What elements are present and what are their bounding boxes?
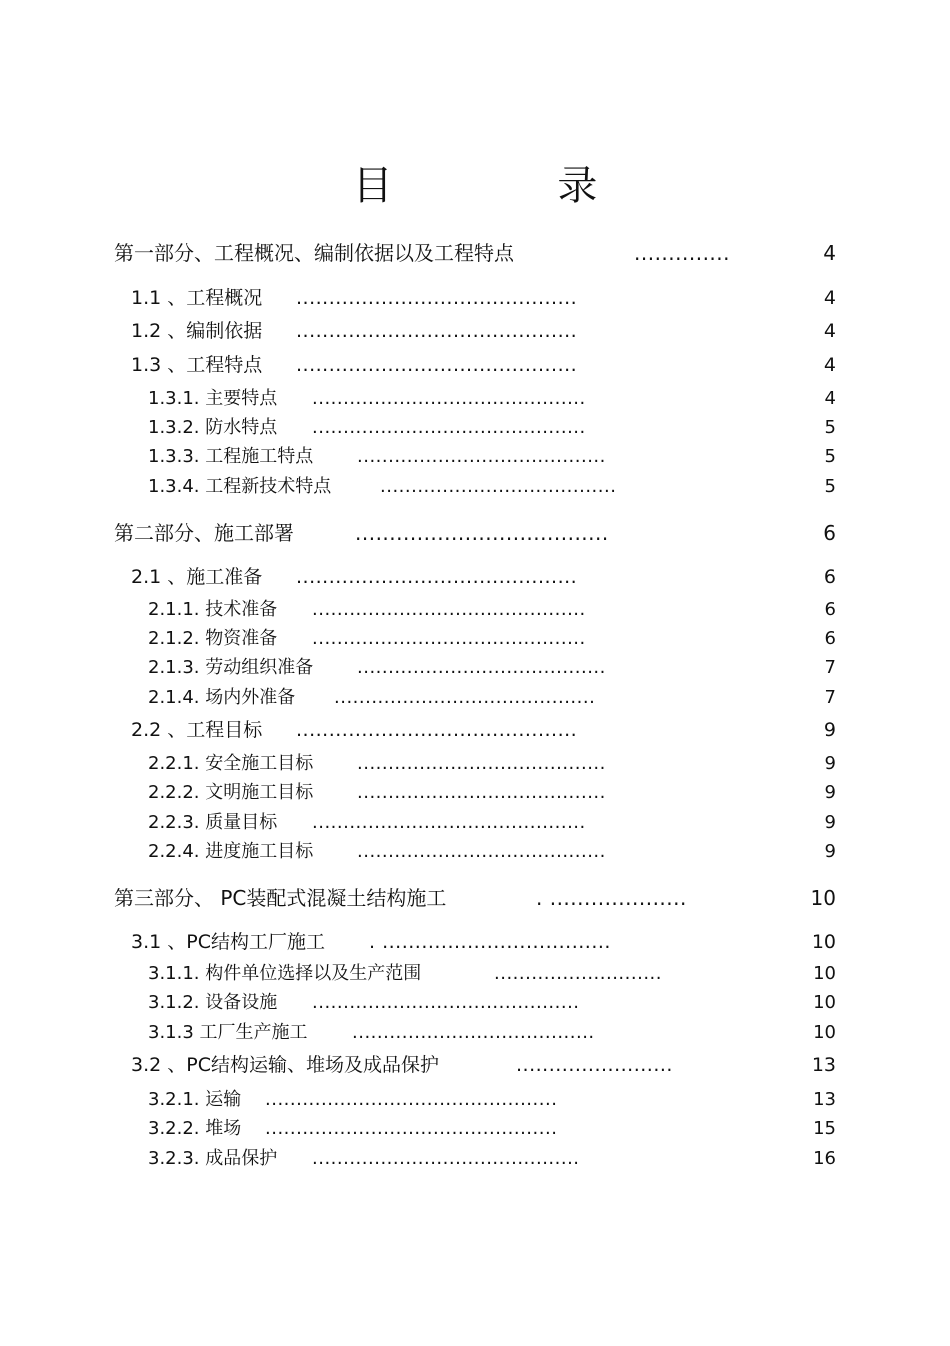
toc-entry-title: 2.1.1. 技术准备 (148, 599, 278, 620)
toc-entry-leader: ............................................... (265, 1089, 558, 1110)
toc-entry[interactable] (0, 562, 950, 592)
toc-entry-title: 第三部分、 PC装配式混凝土结构施工 (114, 886, 447, 910)
toc-entry-page: 13 (811, 1054, 836, 1076)
toc-entry[interactable] (0, 413, 950, 443)
toc-entry-page: 6 (823, 521, 836, 545)
toc-entry-title: 3.1.1. 构件单位选择以及生产范围 (148, 963, 422, 984)
toc-entry-title: 1.1 、工程概况 (131, 287, 263, 309)
toc-entry-leader: ............................................ (312, 417, 586, 438)
toc-entry-title: 3.1.3 工厂生产施工 (148, 1022, 308, 1043)
toc-entry-title: 3.2.3. 成品保护 (148, 1148, 278, 1169)
toc-entry-leader: ........................................... (296, 566, 578, 588)
toc-entry-page: 7 (824, 657, 836, 678)
toc-entry-title: 1.3.3. 工程施工特点 (148, 446, 314, 467)
toc-entry[interactable] (0, 653, 950, 683)
toc-entry-leader: ........................................... (296, 719, 578, 741)
toc-entry-page: 4 (823, 354, 836, 376)
toc-entry-page: 13 (813, 1089, 836, 1110)
toc-entry[interactable] (0, 1144, 950, 1174)
toc-entry-leader: ............................................ (312, 628, 586, 649)
toc-entry-page: 7 (824, 687, 836, 708)
toc-entry-title: 1.3.2. 防水特点 (148, 417, 278, 438)
toc-entry-leader: ........................................ (357, 782, 606, 803)
toc-entry-leader: ........................................... (312, 992, 580, 1013)
toc-entry-title: 3.2.1. 运输 (148, 1089, 242, 1110)
toc-entry[interactable] (0, 518, 950, 548)
toc-entry[interactable] (0, 442, 950, 472)
toc-entry-page: 9 (823, 719, 836, 741)
toc-entry-leader: ............................................ (312, 812, 586, 833)
toc-entry-page: 9 (824, 812, 836, 833)
toc-entry[interactable] (0, 472, 950, 502)
toc-entry[interactable] (0, 384, 950, 414)
toc-entry[interactable] (0, 238, 950, 268)
toc-entry-page: 9 (824, 782, 836, 803)
toc-entry-title: 2.2.4. 进度施工目标 (148, 841, 314, 862)
toc-entry[interactable] (0, 316, 950, 346)
toc-entry[interactable] (0, 1018, 950, 1048)
toc-entry-title: 2.1.2. 物资准备 (148, 628, 278, 649)
toc-entry-page: 10 (811, 931, 836, 953)
toc-entry-leader: ........................................ (357, 446, 606, 467)
toc-entry-page: 5 (824, 476, 836, 497)
toc-entry-title: 1.3.1. 主要特点 (148, 388, 278, 409)
toc-entry-title: 第一部分、工程概况、编制依据以及工程特点 (114, 241, 514, 265)
toc-entry-page: 9 (824, 841, 836, 862)
toc-entry-page: 6 (824, 628, 836, 649)
toc-entry-page: 15 (813, 1118, 836, 1139)
toc-entry-leader: ........................................... (312, 1148, 580, 1169)
toc-entry[interactable] (0, 837, 950, 867)
toc-entry-title: 2.2 、工程目标 (131, 719, 263, 741)
toc-entry-leader: ........................... (494, 963, 662, 984)
toc-entry-title: 2.2.2. 文明施工目标 (148, 782, 314, 803)
toc-entry-title: 2.2.1. 安全施工目标 (148, 753, 314, 774)
toc-entry-page: 10 (813, 1022, 836, 1043)
toc-entry[interactable] (0, 988, 950, 1018)
toc-entry-title: 3.1.2. 设备设施 (148, 992, 278, 1013)
toc-entry-page: 5 (824, 446, 836, 467)
toc-entry[interactable] (0, 749, 950, 779)
toc-entry-title: 2.2.3. 质量目标 (148, 812, 278, 833)
toc-entry[interactable] (0, 683, 950, 713)
toc-entry[interactable] (0, 595, 950, 625)
toc-entry-leader: ...................................... (380, 476, 617, 497)
toc-entry-leader: . .................... (536, 886, 687, 910)
toc-entry[interactable] (0, 927, 950, 957)
toc-entry-title: 3.1 、PC结构工厂施工 (131, 931, 325, 953)
toc-entry-leader: .............. (634, 241, 731, 265)
toc-entry-page: 4 (823, 287, 836, 309)
toc-entry-page: 10 (810, 886, 836, 910)
toc-entry-leader: ........................................... (296, 320, 578, 342)
toc-entry-leader: ........................................ (357, 841, 606, 862)
toc-entry[interactable] (0, 715, 950, 745)
toc-entry[interactable] (0, 1085, 950, 1115)
toc-entry-page: 6 (823, 566, 836, 588)
toc-entry-leader: ........................ (516, 1054, 673, 1076)
toc-entry[interactable] (0, 350, 950, 380)
toc-entry-page: 4 (823, 320, 836, 342)
toc-entry-title: 1.2 、编制依据 (131, 320, 263, 342)
toc-entry-page: 5 (824, 417, 836, 438)
toc-entry-page: 10 (813, 992, 836, 1013)
toc-entry-leader: ........................................ (357, 657, 606, 678)
toc-entry-leader: ............................................ (312, 599, 586, 620)
toc-entry-page: 4 (823, 241, 836, 265)
toc-entry-title: 1.3.4. 工程新技术特点 (148, 476, 332, 497)
toc-entry-leader: ............................................ (312, 388, 586, 409)
toc-entry-title: 2.1 、施工准备 (131, 566, 263, 588)
toc-entry-leader: ........................................ (357, 753, 606, 774)
toc-entry-title: 第二部分、施工部署 (114, 521, 294, 545)
toc-entry-title: 2.1.4. 场内外准备 (148, 687, 296, 708)
toc-entry-leader: .......................................... (334, 687, 596, 708)
toc-entry-leader: ....................................... (352, 1022, 595, 1043)
toc-entry-leader: ........................................... (296, 287, 578, 309)
toc-entry[interactable] (0, 1114, 950, 1144)
toc-entry-title: 1.3 、工程特点 (131, 354, 263, 376)
toc-entry-page: 10 (813, 963, 836, 984)
toc-entry-leader: ........................................... (296, 354, 578, 376)
toc-entry-title: 2.1.3. 劳动组织准备 (148, 657, 314, 678)
toc-entry[interactable] (0, 283, 950, 313)
toc-entry-page: 9 (824, 753, 836, 774)
page-title: 目 录 (352, 163, 674, 209)
toc-entry[interactable] (0, 959, 950, 989)
toc-entry-leader: . ................................... (369, 931, 611, 953)
toc-entry-leader: ..................................... (355, 521, 609, 545)
toc-entry-leader: ............................................... (265, 1118, 558, 1139)
toc-entry[interactable] (0, 624, 950, 654)
toc-entry[interactable] (0, 808, 950, 838)
toc-entry[interactable] (0, 778, 950, 808)
toc-entry[interactable] (0, 883, 950, 913)
toc-entry-page: 4 (824, 388, 836, 409)
toc-entry-page: 16 (813, 1148, 836, 1169)
toc-entry-page: 6 (824, 599, 836, 620)
toc-entry[interactable] (0, 1050, 950, 1080)
toc-entry-title: 3.2 、PC结构运输、堆场及成品保护 (131, 1054, 439, 1076)
toc-entry-title: 3.2.2. 堆场 (148, 1118, 242, 1139)
